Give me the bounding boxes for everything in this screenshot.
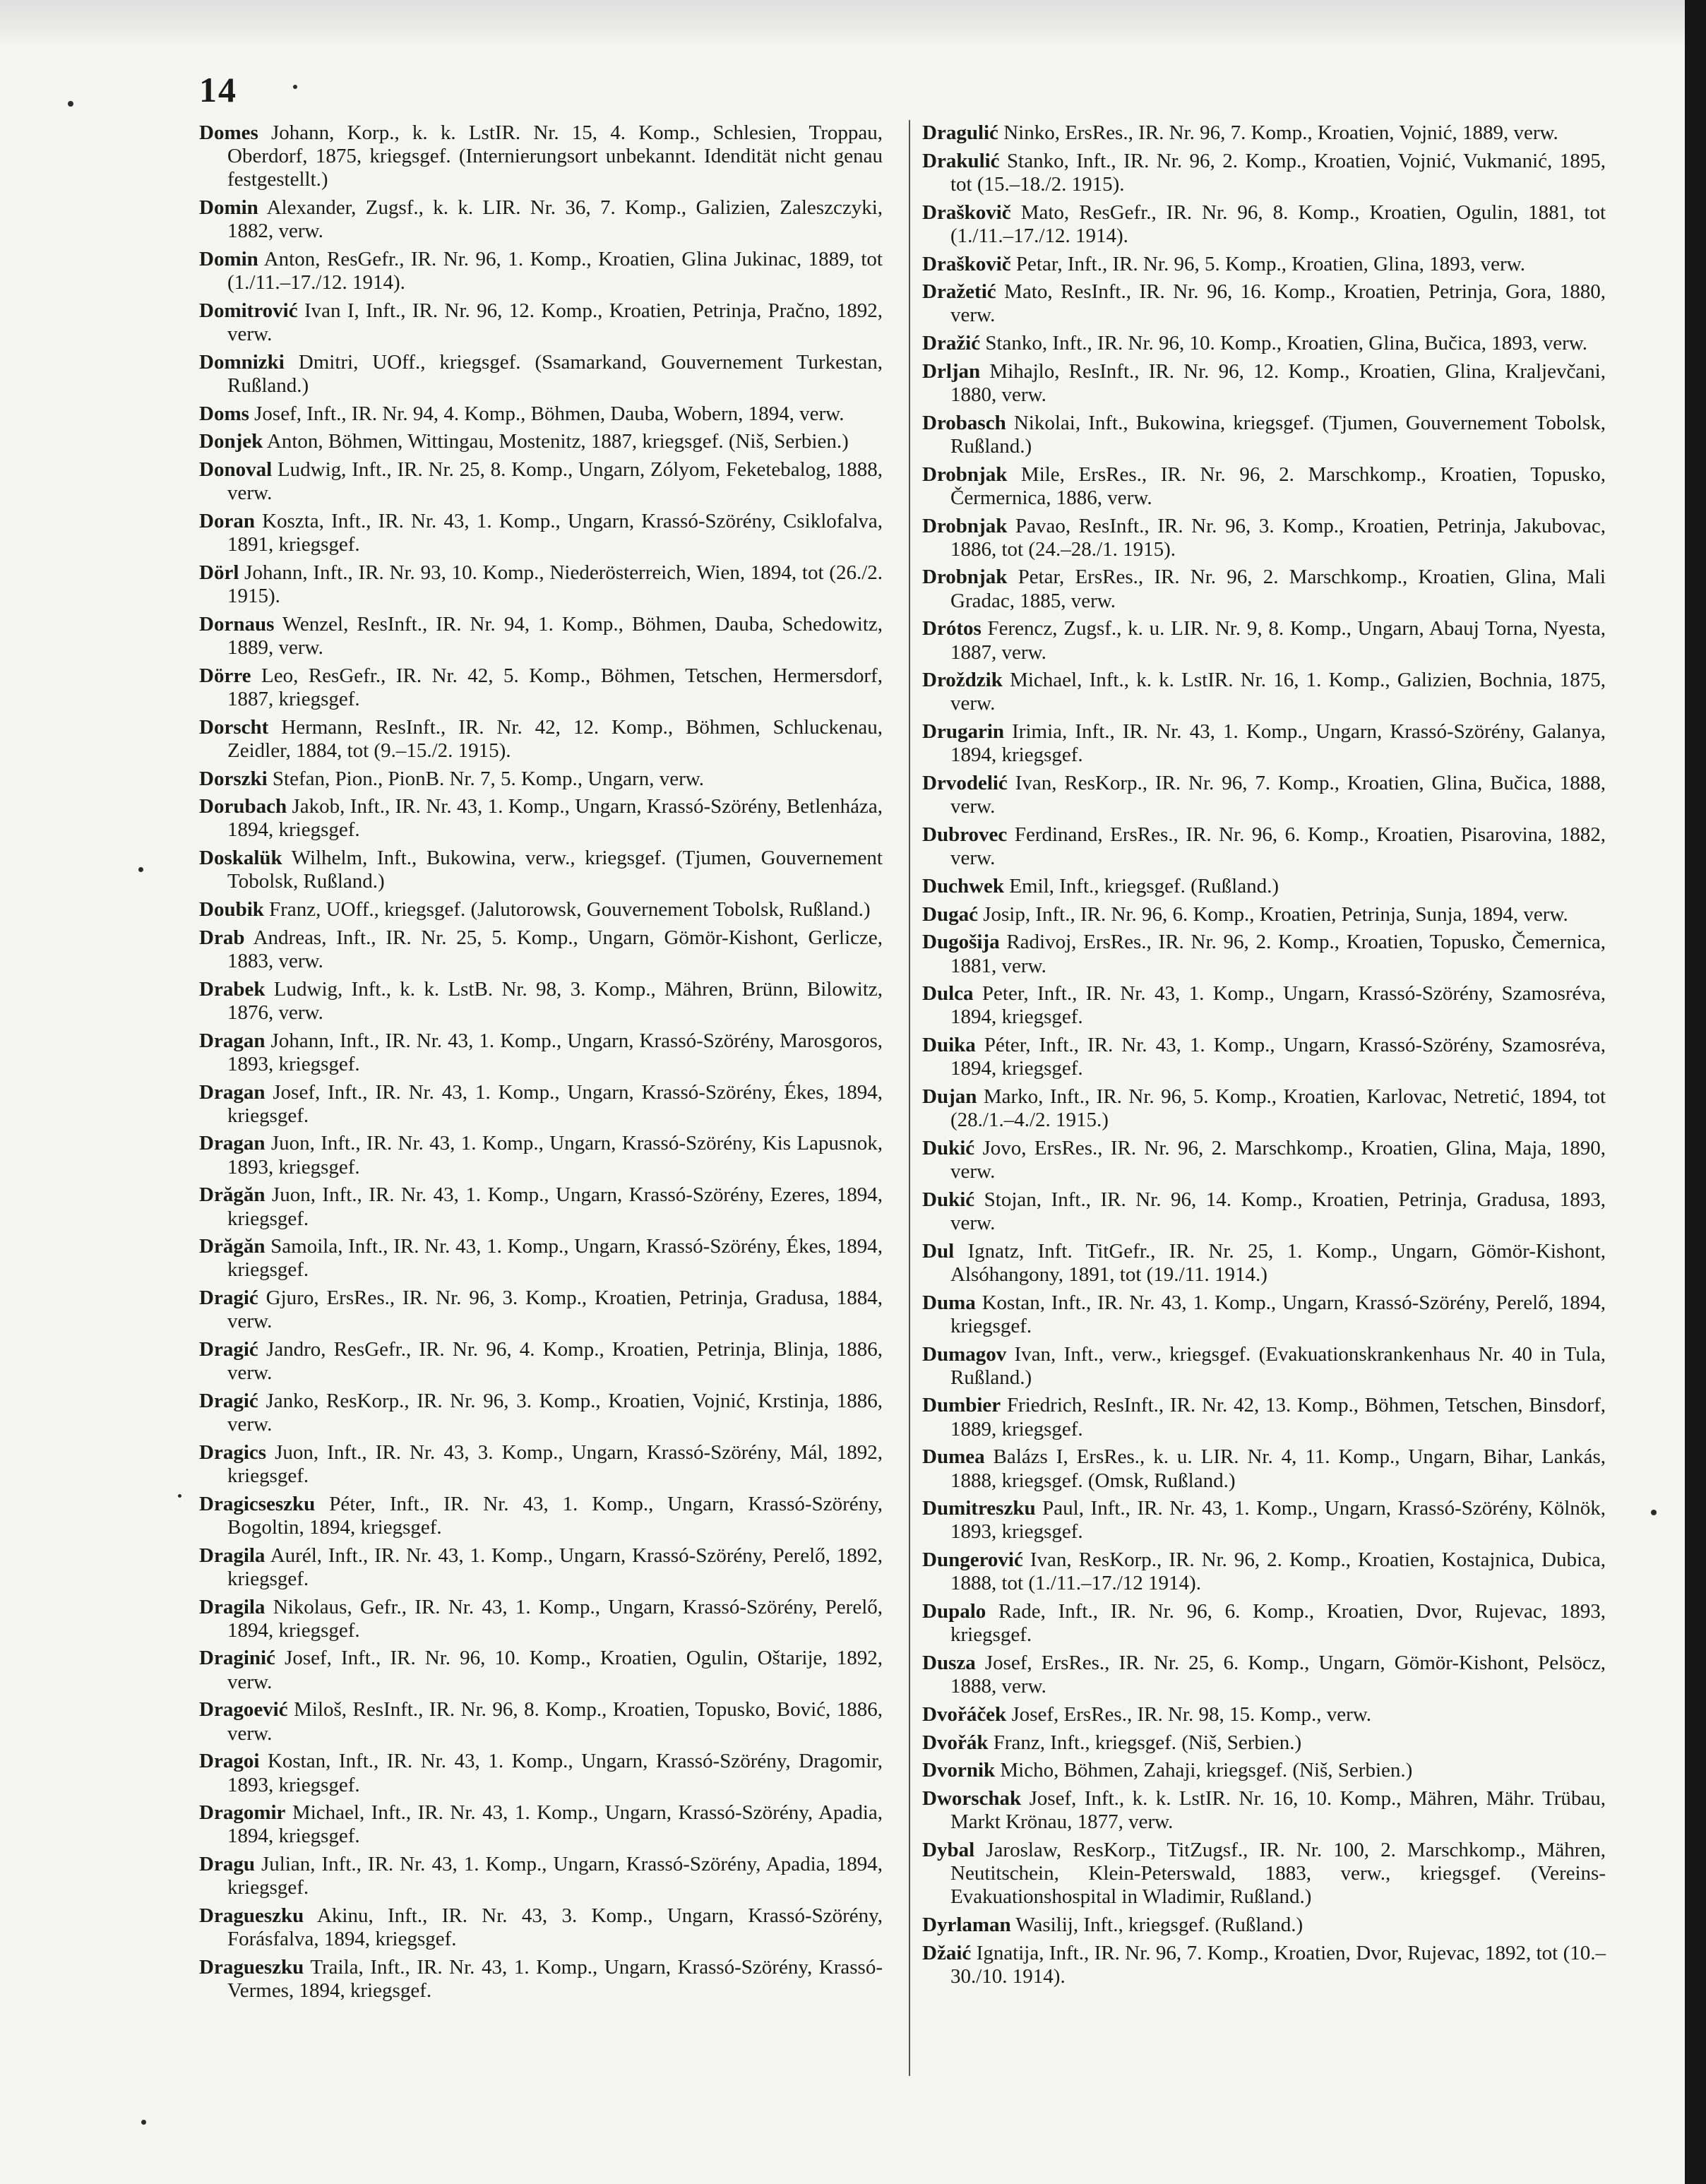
- register-entry: [922, 1914, 1606, 1937]
- entry-details: Josef, Inft., IR. Nr. 43, 1. Komp., Ungarn, Krassó-Szörény, Ékes, 1894, kriegsgef.: [227, 1080, 883, 1127]
- entry-surname: Dragu: [199, 1853, 255, 1876]
- entry-surname: Drabek: [199, 977, 266, 1001]
- entry-surname: Dungerović: [922, 1549, 1023, 1572]
- entry-surname: Drvodelić: [922, 772, 1008, 795]
- entry-details: Mato, ResInft., IR. Nr. 96, 16. Komp., Kroatien, Petrinja, Gora, 1880, verw.: [950, 280, 1606, 327]
- entry-surname: Dragicseszku: [199, 1492, 316, 1515]
- entry-details: Josef, Inft., IR. Nr. 94, 4. Komp., Böhmen, Dauba, Wobern, 1894, verw.: [254, 402, 845, 425]
- register-entry: [199, 1441, 883, 1488]
- entry-surname: Dubrovec: [922, 823, 1008, 846]
- register-entry: [199, 1183, 883, 1230]
- scan-edge: [1685, 0, 1706, 2184]
- entry-details: Mile, ErsRes., IR. Nr. 96, 2. Marschkomp., Kroatien, Topusko, Čermernica, 1886, verw.: [950, 463, 1606, 509]
- entry-surname: Drljan: [922, 359, 981, 383]
- register-entry: [199, 664, 883, 711]
- entry-details: Juon, Inft., IR. Nr. 43, 3. Komp., Ungarn, Krassó-Szörény, Mál, 1892, kriegsgef.: [227, 1440, 883, 1488]
- register-entry: [922, 121, 1606, 145]
- entry-surname: Dragoević: [199, 1698, 288, 1721]
- ink-speck: [138, 867, 143, 872]
- entry-surname: Dragila: [199, 1595, 266, 1618]
- register-entry: [199, 1904, 883, 1951]
- entry-surname: Domin: [199, 196, 258, 220]
- register-entry: [922, 332, 1606, 355]
- entry-details: Pavao, ResInft., IR. Nr. 96, 3. Komp., Kroatien, Petrinja, Jakubovac, 1886, tot (24.–28./1. 1915).: [950, 514, 1606, 561]
- register-entry: [922, 150, 1606, 196]
- entry-details: Emil, Inft., kriegsgef. (Rußland.): [1009, 874, 1280, 897]
- entry-surname: Drótos: [922, 617, 982, 640]
- entry-details: Dmitri, UOff., kriegsgef. (Ssamarkand, Gouvernement Turkestan, Rußland.): [227, 350, 883, 398]
- register-entry: [922, 1085, 1606, 1132]
- register-entry: [922, 1600, 1606, 1647]
- right-column: [922, 121, 1606, 1993]
- entry-details: Josef, Inft., k. k. LstIR. Nr. 16, 10. Komp., Mähren, Mähr. Trübau, Markt Krönau, 1877, verw.: [950, 1787, 1606, 1834]
- register-entry: [199, 926, 883, 973]
- entry-details: Traila, Inft., IR. Nr. 43, 1. Komp., Ungarn, Krassó-Szörény, Krassó-Vermes, 1894, kriegsgef.: [227, 1955, 883, 2003]
- entry-details: Michael, Inft., k. k. LstIR. Nr. 16, 1. Komp., Galizien, Bochnia, 1875, verw.: [950, 669, 1606, 715]
- entry-surname: Dražić: [922, 332, 981, 355]
- entry-details: Samoila, Inft., IR. Nr. 43, 1. Komp., Ungarn, Krassó-Szörény, Ékes, 1894, kriegsgef.: [227, 1235, 883, 1282]
- entry-details: Ninko, ErsRes., IR. Nr. 96, 7. Komp., Kroatien, Vojnić, 1889, verw.: [1003, 121, 1558, 144]
- register-entry: [922, 931, 1606, 977]
- register-entry: [922, 720, 1606, 767]
- register-entry: [199, 1956, 883, 2003]
- entry-surname: Dragulić: [922, 121, 998, 144]
- register-entry: [922, 669, 1606, 715]
- entry-surname: Dragan: [199, 1029, 266, 1052]
- entry-details: Josef, ErsRes., IR. Nr. 25, 6. Komp., Ungarn, Gömör-Kishont, Pelsöcz, 1888, verw.: [950, 1651, 1606, 1698]
- entry-surname: Duika: [922, 1034, 976, 1057]
- entry-details: Micho, Böhmen, Zahaji, kriegsgef. (Niš, Serbien.): [1000, 1759, 1413, 1782]
- entry-surname: Drab: [199, 926, 245, 949]
- entry-surname: Dorubach: [199, 795, 287, 818]
- entry-surname: Dorszki: [199, 767, 268, 790]
- entry-details: Péter, Inft., IR. Nr. 43, 1. Komp., Ungarn, Krassó-Szörény, Szamosréva, 1894, kriegsgef.: [950, 1034, 1606, 1080]
- entry-surname: Droždzik: [922, 669, 1003, 692]
- register-entry: [199, 299, 883, 346]
- register-entry: [199, 613, 883, 660]
- entry-details: Ferencz, Zugsf., k. u. LIR. Nr. 9, 8. Komp., Ungarn, Abauj Torna, Nyesta, 1887, verw.: [950, 617, 1606, 664]
- entry-surname: Dörl: [199, 561, 239, 584]
- entry-surname: Dumbier: [922, 1394, 1001, 1417]
- entry-details: Akinu, Inft., IR. Nr. 43, 3. Komp., Ungarn, Krassó-Szörény, Forásfalva, 1894, kriegsgef.: [227, 1904, 883, 1951]
- entry-details: Andreas, Inft., IR. Nr. 25, 5. Komp., Ungarn, Gömör-Kishont, Gerlicze, 1883, verw.: [227, 926, 883, 972]
- register-entry: [922, 280, 1606, 327]
- entry-details: Leo, ResGefr., IR. Nr. 42, 5. Komp., Böhmen, Tetschen, Hermersdorf, 1887, kriegsgef.: [227, 664, 883, 710]
- entry-details: Anton, Böhmen, Wittingau, Mostenitz, 1887, kriegsgef. (Niš, Serbien.): [266, 430, 849, 453]
- register-entry: [922, 360, 1606, 407]
- register-entry: [199, 1235, 883, 1282]
- entry-details: Franz, UOff., kriegsgef. (Jalutorowsk, Gouvernement Tobolsk, Rußland.): [269, 898, 871, 921]
- register-entry: [922, 772, 1606, 818]
- entry-surname: Domin: [199, 248, 258, 271]
- entry-surname: Dulca: [922, 982, 974, 1006]
- register-entry: [199, 402, 883, 426]
- register-entry: [199, 1596, 883, 1642]
- entry-surname: Dörre: [199, 664, 251, 687]
- register-entry: [199, 1338, 883, 1385]
- register-entry: [922, 1394, 1606, 1440]
- entry-details: Ivan I, Inft., IR. Nr. 96, 12. Komp., Kroatien, Petrinja, Pračno, 1892, verw.: [227, 299, 883, 346]
- register-entry: [199, 1493, 883, 1539]
- entry-details: Jovo, ErsRes., IR. Nr. 96, 2. Marschkomp., Kroatien, Glina, Maja, 1890, verw.: [950, 1136, 1606, 1183]
- register-entry: [199, 121, 883, 192]
- register-entry: [199, 1287, 883, 1333]
- register-entry: [199, 847, 883, 893]
- entry-details: Mihajlo, ResInft., IR. Nr. 96, 12. Komp., Kroatien, Glina, Kraljevčani, 1880, verw.: [950, 359, 1606, 407]
- entry-details: Ignatija, Inft., IR. Nr. 96, 7. Komp., Kroatien, Dvor, Rujevac, 1892, tot (10.–30./10. 1914).: [950, 1941, 1606, 1988]
- entry-surname: Draginić: [199, 1647, 275, 1670]
- entry-surname: Dražetić: [922, 280, 996, 304]
- entry-details: Jandro, ResGefr., IR. Nr. 96, 4. Komp., Kroatien, Petrinja, Blinja, 1886, verw.: [227, 1338, 883, 1385]
- entry-surname: Doubik: [199, 898, 264, 921]
- entry-details: Wasilij, Inft., kriegsgef. (Rußland.): [1015, 1914, 1304, 1937]
- register-entry: [922, 1652, 1606, 1698]
- entry-details: Stojan, Inft., IR. Nr. 96, 14. Komp., Kroatien, Petrinja, Gradusa, 1893, verw.: [950, 1188, 1606, 1235]
- ink-speck: [141, 2120, 146, 2125]
- register-entry: [922, 875, 1606, 898]
- entry-surname: Drugarin: [922, 720, 1004, 744]
- entry-details: Wenzel, ResInft., IR. Nr. 94, 1. Komp., Böhmen, Dauba, Schedowitz, 1889, verw.: [227, 612, 883, 660]
- register-entry: [922, 1497, 1606, 1544]
- entry-surname: Dybal: [922, 1838, 975, 1861]
- entry-surname: Drobnjak: [922, 566, 1008, 589]
- entry-surname: Dornaus: [199, 612, 275, 635]
- entry-details: Franz, Inft., kriegsgef. (Niš, Serbien.): [993, 1731, 1302, 1754]
- register-entry: [199, 898, 883, 921]
- entry-surname: Džaić: [922, 1941, 972, 1964]
- entry-details: Stefan, Pion., PionB. Nr. 7, 5. Komp., Ungarn, verw.: [272, 767, 705, 790]
- register-entry: [922, 1549, 1606, 1595]
- entry-details: Hermann, ResInft., IR. Nr. 42, 12. Komp., Böhmen, Schluckenau, Zeidler, 1884, tot (9.–15./2. 1915).: [227, 715, 883, 762]
- entry-surname: Dumea: [922, 1445, 985, 1469]
- register-entry: [199, 768, 883, 791]
- entry-details: Josef, ErsRes., IR. Nr. 98, 15. Komp., verw.: [1011, 1702, 1372, 1726]
- entry-surname: Doms: [199, 402, 249, 425]
- entry-details: Ludwig, Inft., k. k. LstB. Nr. 98, 3. Komp., Mähren, Brünn, Bilowitz, 1876, verw.: [227, 977, 883, 1024]
- entry-details: Ignatz, Inft. TitGefr., IR. Nr. 25, 1. Komp., Ungarn, Gömör-Kishont, Alsóhangony, 1891, tot (19./11. 1914.): [950, 1239, 1606, 1286]
- entry-surname: Dragan: [199, 1080, 266, 1104]
- entry-surname: Dragić: [199, 1287, 258, 1310]
- entry-details: Ferdinand, ErsRes., IR. Nr. 96, 6. Komp., Kroatien, Pisarovina, 1882, verw.: [950, 823, 1606, 870]
- entry-details: Petar, Inft., IR. Nr. 96, 5. Komp., Kroatien, Glina, 1893, verw.: [1015, 252, 1525, 275]
- entry-surname: Dugać: [922, 902, 978, 926]
- entry-details: Aurél, Inft., IR. Nr. 43, 1. Komp., Ungarn, Krassó-Szörény, Perelő, 1892, kriegsgef.: [227, 1544, 883, 1590]
- entry-surname: Dvornik: [922, 1759, 996, 1782]
- register-entry: [922, 253, 1606, 276]
- entry-details: Balázs I, ErsRes., k. u. LIR. Nr. 4, 11. Komp., Ungarn, Bihar, Lankás, 1888, kriegsgef. (Omsk, Rußland.): [950, 1445, 1606, 1492]
- entry-surname: Dworschak: [922, 1787, 1022, 1810]
- entry-surname: Drăgăn: [199, 1235, 266, 1258]
- entry-details: Péter, Inft., IR. Nr. 43, 1. Komp., Ungarn, Krassó-Szörény, Bogoltin, 1894, kriegsgef.: [227, 1492, 883, 1539]
- register-entry: [199, 196, 883, 243]
- entry-details: Radivoj, ErsRes., IR. Nr. 96, 2. Komp., Kroatien, Topusko, Čemernica, 1881, verw.: [950, 931, 1606, 977]
- entry-surname: Dumitreszku: [922, 1497, 1036, 1520]
- register-entry: [922, 1188, 1606, 1235]
- entry-details: Jaroslaw, ResKorp., TitZugsf., IR. Nr. 100, 2. Marschkomp., Mähren, Neutitschein, Klein-Peterswald, 1883, verw., kriegsgef. (Vereins-Evakuationshospital in Wladimir, Rußland.): [950, 1838, 1606, 1909]
- register-entry: [922, 1445, 1606, 1492]
- entry-details: Friedrich, ResInft., IR. Nr. 42, 13. Komp., Böhmen, Tetschen, Binsdorf, 1889, kriegsgef.: [950, 1394, 1606, 1440]
- entry-details: Stanko, Inft., IR. Nr. 96, 2. Komp., Kroatien, Vojnić, Vukmanić, 1895, tot (15.–18./2. 1915).: [950, 149, 1606, 196]
- ink-speck: [68, 101, 73, 107]
- entry-surname: Dorscht: [199, 715, 269, 739]
- entry-details: Kostan, Inft., IR. Nr. 43, 1. Komp., Ungarn, Krassó-Szörény, Perelő, 1894, kriegsgef.: [950, 1291, 1606, 1337]
- entry-surname: Drobasch: [922, 411, 1006, 434]
- register-entry: [199, 1081, 883, 1128]
- register-entry: [922, 1240, 1606, 1287]
- entry-surname: Drăgăn: [199, 1183, 266, 1207]
- register-entry: [199, 561, 883, 608]
- entry-surname: Domes: [199, 121, 258, 144]
- entry-details: Wilhelm, Inft., Bukowina, verw., kriegsgef. (Tjumen, Gouvernement Tobolsk, Rußland.): [227, 847, 883, 893]
- entry-surname: Duchwek: [922, 874, 1005, 897]
- entry-surname: Dragics: [199, 1440, 267, 1464]
- entry-details: Ivan, Inft., verw., kriegsgef. (Evakuationskrankenhaus Nr. 40 in Tula, Rußland.): [950, 1342, 1606, 1389]
- entry-surname: Dragić: [199, 1338, 258, 1361]
- register-entry: [199, 978, 883, 1025]
- register-entry: [922, 903, 1606, 926]
- entry-details: Marko, Inft., IR. Nr. 96, 5. Komp., Kroatien, Karlovac, Netretić, 1894, tot (28./1.–4./2. 1915.): [950, 1085, 1606, 1132]
- register-entry: [922, 201, 1606, 248]
- entry-details: Alexander, Zugsf., k. k. LIR. Nr. 36, 7. Komp., Galizien, Zaleszczyki, 1882, verw.: [227, 196, 883, 243]
- entry-details: Nikolaus, Gefr., IR. Nr. 43, 1. Komp., Ungarn, Krassó-Szörény, Perelő, 1894, kriegsgef.: [227, 1595, 883, 1642]
- register-entry: [199, 716, 883, 763]
- register-entry: [199, 1698, 883, 1745]
- entry-surname: Dyrlaman: [922, 1914, 1011, 1937]
- entry-details: Ivan, ResKorp., IR. Nr. 96, 7. Komp., Kroatien, Glina, Bučica, 1888, verw.: [950, 772, 1606, 818]
- entry-surname: Dragila: [199, 1544, 266, 1567]
- entry-details: Michael, Inft., IR. Nr. 43, 1. Komp., Ungarn, Krassó-Szörény, Apadia, 1894, kriegsgef.: [227, 1801, 883, 1848]
- ink-speck: [178, 1494, 181, 1498]
- register-entry: [199, 351, 883, 398]
- ink-speck: [1651, 1510, 1657, 1515]
- entry-details: Nikolai, Inft., Bukowina, kriegsgef. (Tjumen, Gouvernement Tobolsk, Rußland.): [950, 411, 1606, 458]
- register-entry: [922, 982, 1606, 1029]
- entry-surname: Dragueszku: [199, 1904, 304, 1928]
- register-entry: [199, 1647, 883, 1693]
- register-entry: [922, 1343, 1606, 1390]
- register-entry: [199, 248, 883, 294]
- register-entry: [199, 1030, 883, 1076]
- entry-details: Julian, Inft., IR. Nr. 43, 1. Komp., Ungarn, Krassó-Szörény, Apadia, 1894, kriegsgef.: [227, 1853, 883, 1899]
- entry-details: Koszta, Inft., IR. Nr. 43, 1. Komp., Ungarn, Krassó-Szörény, Csiklofalva, 1891, kriegsgef.: [227, 510, 883, 556]
- column-divider: [909, 120, 910, 2076]
- entry-surname: Dragueszku: [199, 1955, 304, 1979]
- entry-details: Gjuro, ErsRes., IR. Nr. 96, 3. Komp., Kroatien, Petrinja, Gradusa, 1884, verw.: [227, 1287, 883, 1333]
- entry-surname: Dragoi: [199, 1750, 260, 1773]
- entry-surname: Donjek: [199, 430, 263, 453]
- entry-details: Josip, Inft., IR. Nr. 96, 6. Komp., Kroatien, Petrinja, Sunja, 1894, verw.: [983, 902, 1568, 926]
- entry-details: Juon, Inft., IR. Nr. 43, 1. Komp., Ungarn, Krassó-Szörény, Kis Lapusnok, 1893, kriegsgef.: [227, 1132, 883, 1178]
- entry-details: Mato, ResGefr., IR. Nr. 96, 8. Komp., Kroatien, Ogulin, 1881, tot (1./11.–17./12. 1914).: [950, 201, 1606, 247]
- register-entry: [199, 1801, 883, 1848]
- entry-surname: Dvořáček: [922, 1702, 1007, 1726]
- entry-surname: Dusza: [922, 1651, 976, 1674]
- entry-details: Juon, Inft., IR. Nr. 43, 1. Komp., Ungarn, Krassó-Szörény, Ezeres, 1894, kriegsgef.: [227, 1183, 883, 1230]
- register-entry: [199, 1390, 883, 1436]
- entry-details: Paul, Inft., IR. Nr. 43, 1. Komp., Ungarn, Krassó-Szörény, Kölnök, 1893, kriegsgef.: [950, 1497, 1606, 1544]
- register-entry: [922, 1291, 1606, 1338]
- register-entry: [922, 1787, 1606, 1834]
- entry-details: Ivan, ResKorp., IR. Nr. 96, 2. Komp., Kroatien, Kostajnica, Dubica, 1888, tot (1./11.–17./12 1914).: [950, 1549, 1606, 1595]
- entry-details: Petar, ErsRes., IR. Nr. 96, 2. Marschkomp., Kroatien, Glina, Mali Gradac, 1885, verw.: [950, 566, 1606, 612]
- register-entry: [922, 515, 1606, 561]
- entry-surname: Dukić: [922, 1188, 975, 1211]
- entry-details: Janko, ResKorp., IR. Nr. 96, 3. Komp., Kroatien, Vojnić, Krstinja, 1886, verw.: [227, 1389, 883, 1436]
- entry-details: Peter, Inft., IR. Nr. 43, 1. Komp., Ungarn, Krassó-Szörény, Szamosréva, 1894, kriegsgef.: [950, 982, 1606, 1029]
- entry-details: Johann, Inft., IR. Nr. 43, 1. Komp., Ungarn, Krassó-Szörény, Marosgoros, 1893, kriegsgef.: [227, 1029, 883, 1075]
- register-entry: [199, 1544, 883, 1591]
- page-number: 14: [199, 70, 237, 109]
- register-entry: [922, 1731, 1606, 1755]
- entry-details: Kostan, Inft., IR. Nr. 43, 1. Komp., Ungarn, Krassó-Szörény, Dragomir, 1893, kriegsgef.: [227, 1750, 883, 1796]
- register-entry: [199, 458, 883, 505]
- entry-surname: Dupalo: [922, 1600, 986, 1623]
- register-entry: [199, 1853, 883, 1899]
- entry-surname: Dragomir: [199, 1801, 286, 1825]
- register-entry: [922, 1034, 1606, 1080]
- register-entry: [922, 1703, 1606, 1726]
- register-entry: [922, 463, 1606, 510]
- register-entry: [922, 823, 1606, 870]
- register-entry: [922, 412, 1606, 458]
- entry-surname: Domnizki: [199, 350, 285, 374]
- ink-speck: [293, 85, 297, 89]
- entry-surname: Donoval: [199, 458, 273, 482]
- entry-surname: Drobnjak: [922, 514, 1008, 537]
- entry-surname: Domitrović: [199, 299, 298, 322]
- entry-details: Johann, Inft., IR. Nr. 93, 10. Komp., Niederösterreich, Wien, 1894, tot (26./2. 1915).: [227, 561, 883, 608]
- entry-surname: Drakulić: [922, 149, 1000, 172]
- entry-details: Anton, ResGefr., IR. Nr. 96, 1. Komp., Kroatien, Glina Jukinac, 1889, tot (1./11.–17./12. 1914).: [227, 248, 883, 294]
- entry-surname: Draškovič: [922, 252, 1011, 275]
- entry-details: Rade, Inft., IR. Nr. 96, 6. Komp., Kroatien, Dvor, Rujevac, 1893, kriegsgef.: [950, 1600, 1606, 1647]
- entry-surname: Doran: [199, 510, 255, 533]
- entry-surname: Duma: [922, 1291, 976, 1314]
- register-entry: [922, 1759, 1606, 1782]
- entry-surname: Dul: [922, 1239, 955, 1263]
- entry-surname: Dugošija: [922, 931, 1000, 954]
- scan-shadow: [0, 0, 1706, 49]
- register-entry: [922, 566, 1606, 612]
- register-entry: [922, 1942, 1606, 1988]
- entry-surname: Dragan: [199, 1132, 266, 1155]
- entry-details: Ludwig, Inft., IR. Nr. 25, 8. Komp., Ungarn, Zólyom, Feketebalog, 1888, verw.: [227, 458, 883, 505]
- entry-surname: Draškovič: [922, 201, 1011, 224]
- register-entry: [199, 510, 883, 556]
- register-entry: [199, 1750, 883, 1796]
- left-column: [199, 121, 883, 2007]
- entry-details: Miloš, ResInft., IR. Nr. 96, 8. Komp., Kroatien, Topusko, Bović, 1886, verw.: [227, 1698, 883, 1745]
- entry-details: Johann, Korp., k. k. LstIR. Nr. 15, 4. Komp., Schlesien, Troppau, Oberdorf, 1875, kriegsgef. (Internierungsort unbekannt. Idendität nicht genau festgestellt.): [227, 121, 883, 191]
- entry-surname: Doskalük: [199, 847, 282, 870]
- entry-details: Josef, Inft., IR. Nr. 96, 10. Komp., Kroatien, Ogulin, Oštarije, 1892, verw.: [227, 1647, 883, 1693]
- register-entry: [199, 795, 883, 842]
- entry-details: Irimia, Inft., IR. Nr. 43, 1. Komp., Ungarn, Krassó-Szörény, Galanya, 1894, kriegsgef.: [950, 720, 1606, 767]
- entry-surname: Dukić: [922, 1136, 975, 1159]
- register-entry: [199, 430, 883, 453]
- entry-details: Jakob, Inft., IR. Nr. 43, 1. Komp., Ungarn, Krassó-Szörény, Betlenháza, 1894, kriegsgef.: [227, 795, 883, 842]
- register-entry: [922, 1839, 1606, 1909]
- entry-surname: Dragić: [199, 1389, 258, 1412]
- entry-surname: Dvořák: [922, 1731, 989, 1754]
- entry-surname: Dumagov: [922, 1342, 1007, 1366]
- entry-surname: Drobnjak: [922, 463, 1008, 486]
- register-entry: [199, 1132, 883, 1178]
- entry-details: Stanko, Inft., IR. Nr. 96, 10. Komp., Kroatien, Glina, Bučica, 1893, verw.: [985, 332, 1588, 355]
- register-entry: [922, 617, 1606, 664]
- register-entry: [922, 1137, 1606, 1183]
- entry-surname: Dujan: [922, 1085, 977, 1109]
